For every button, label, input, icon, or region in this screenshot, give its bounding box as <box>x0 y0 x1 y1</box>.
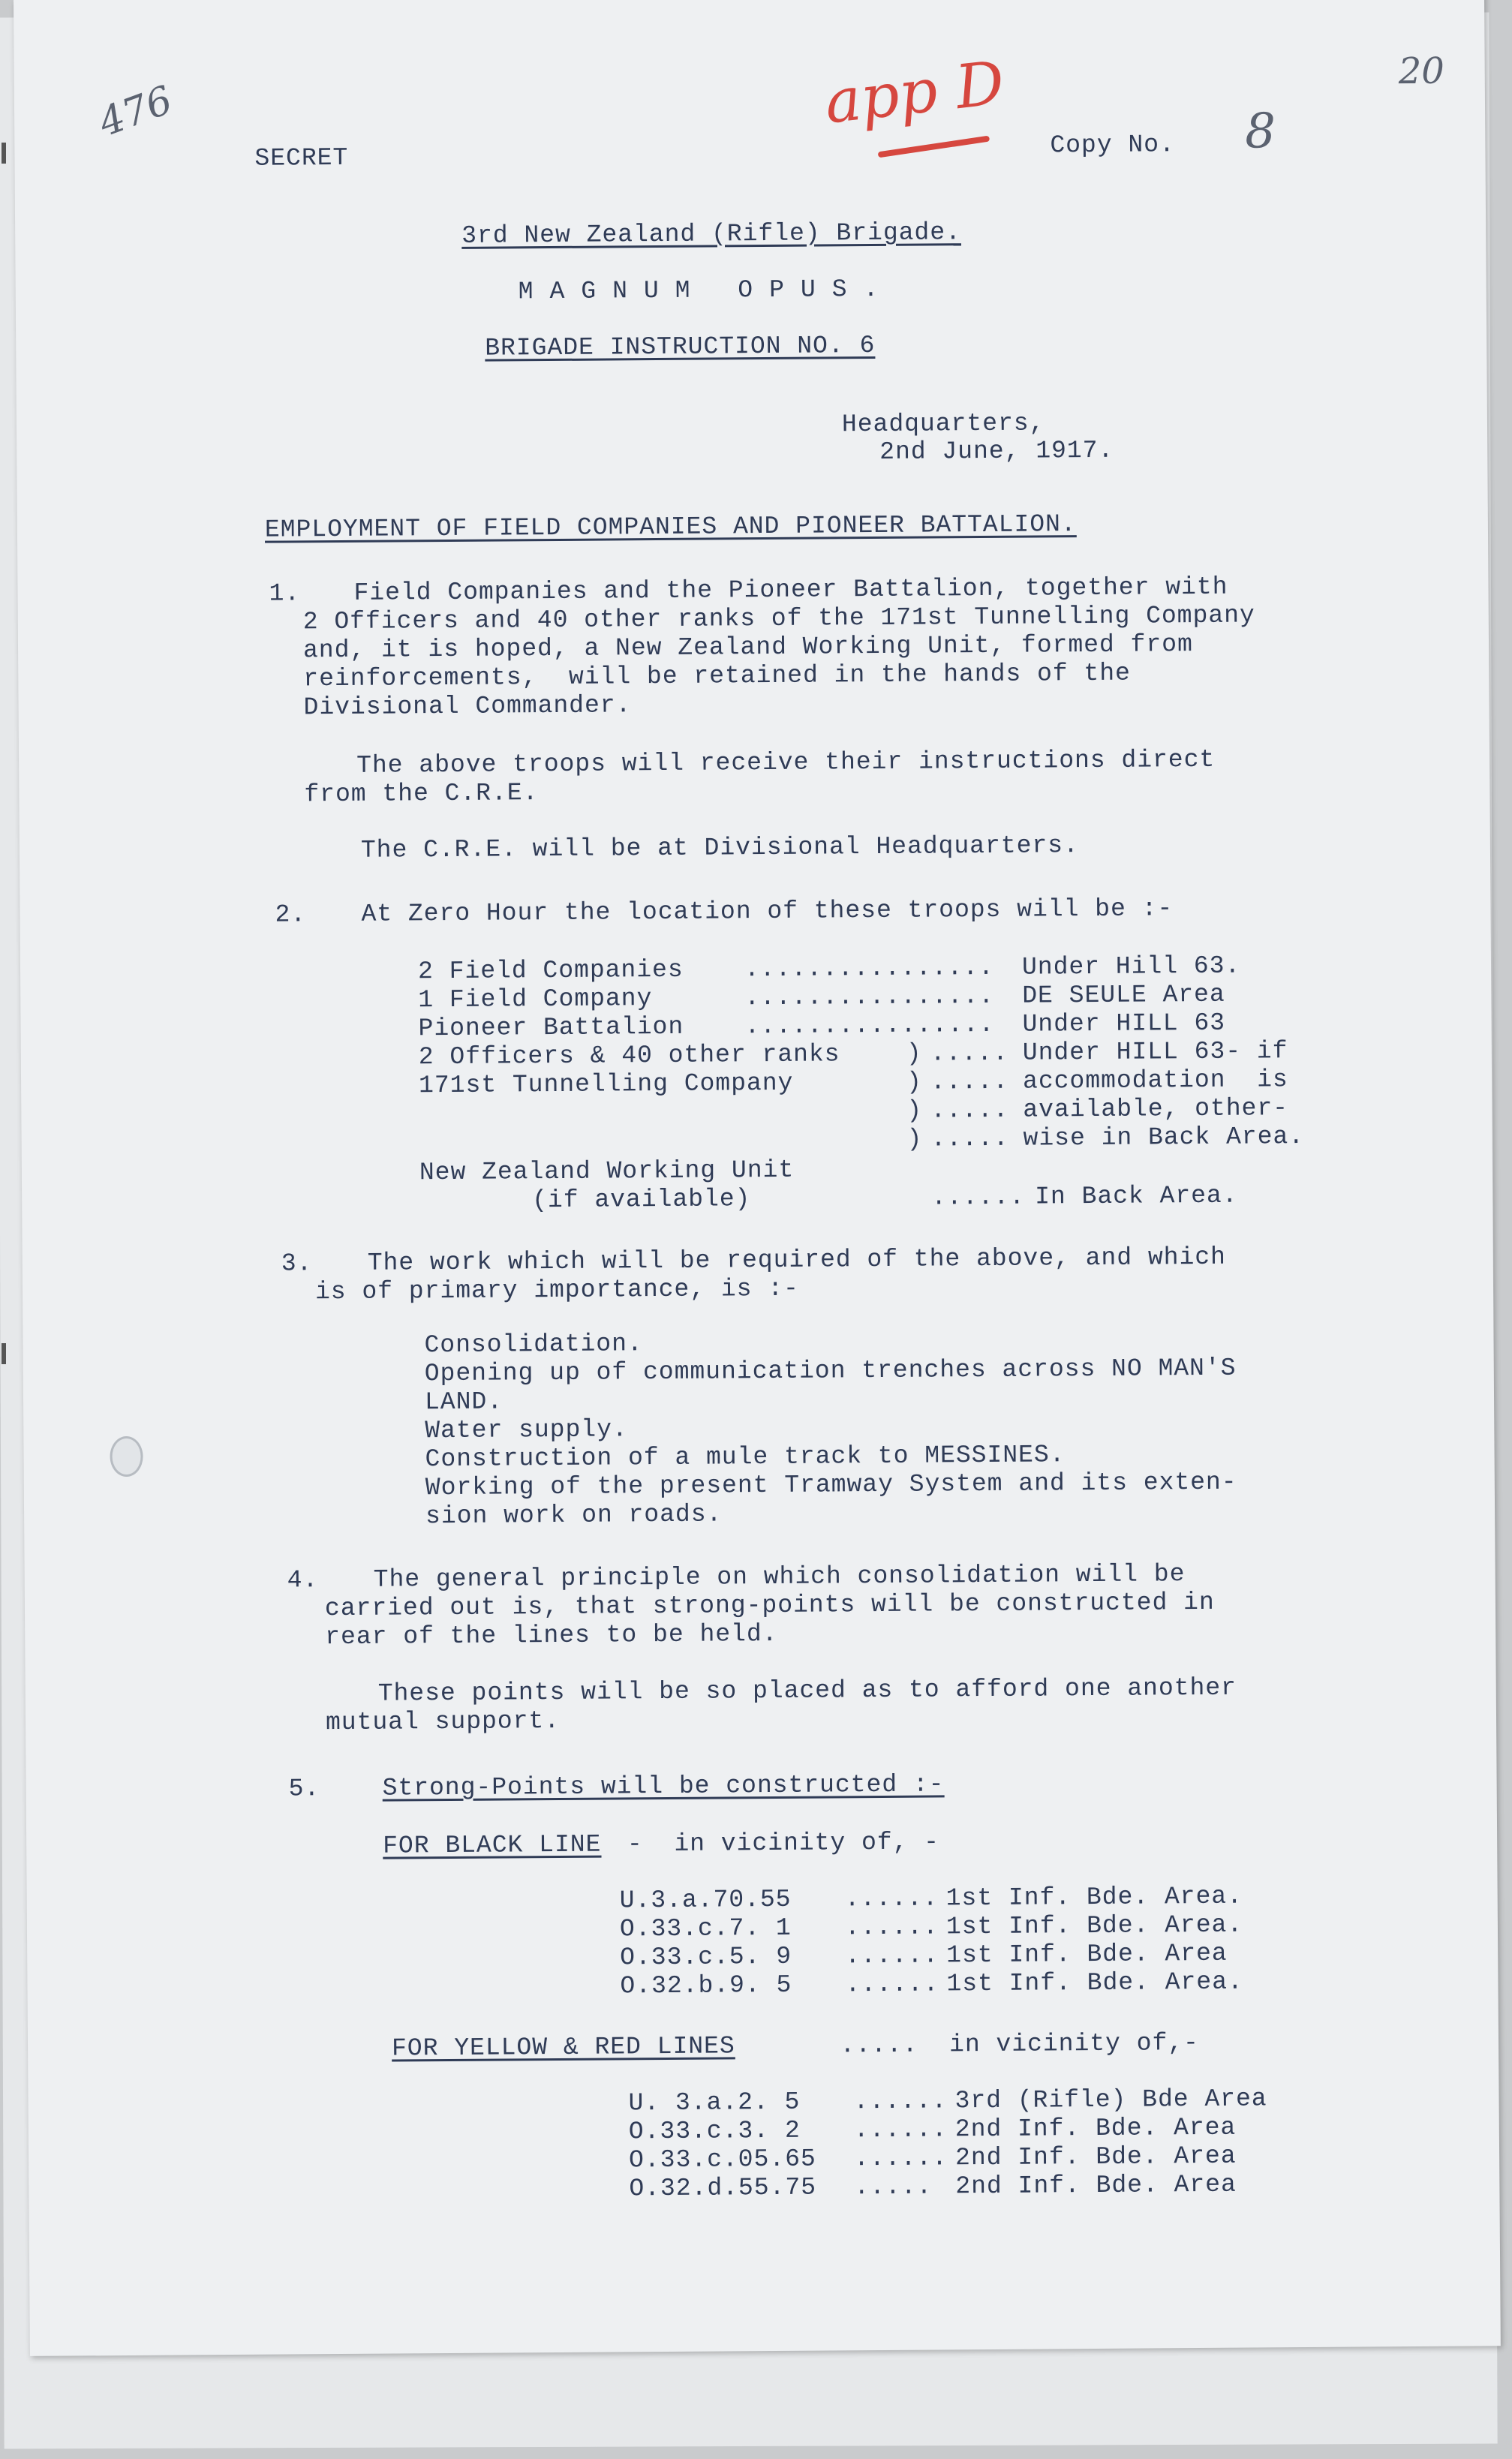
dot-leader: ...... <box>844 1884 939 1913</box>
brigade-area: 1st Inf. Bde. Area. <box>945 1882 1243 1913</box>
map-reference: O.33.c.7. 1 <box>619 1913 792 1943</box>
dot-leader: ...... <box>845 1941 939 1971</box>
map-reference: U.3.a.70.55 <box>619 1885 792 1915</box>
para-4-line: rear of the lines to be held. <box>325 1619 778 1652</box>
dot-leader: ................ <box>744 953 995 984</box>
unit-location: wise in Back Area. <box>1023 1123 1305 1153</box>
dot-leader: ................ <box>744 981 995 1012</box>
dot-leader: ...... <box>844 1913 939 1942</box>
para-3-number: 3. <box>281 1249 313 1278</box>
para-5-intro: Strong-Points will be constructed :- <box>382 1770 945 1802</box>
unit-name: 171st Tunnelling Company <box>418 1069 794 1100</box>
unit-name: Pioneer Battalion <box>418 1012 684 1043</box>
brigade-area: 2nd Inf. Bde. Area <box>955 2170 1237 2201</box>
bracket: ) <box>906 1068 923 1096</box>
map-reference: O.32.b.9. 5 <box>620 1971 792 2001</box>
unit-note: (if available) <box>532 1185 751 1215</box>
binder-tab <box>2 1343 6 1364</box>
para-2-intro: At Zero Hour the location of these troops will be :- <box>361 894 1174 928</box>
dot-leader: ...... <box>853 2144 948 2173</box>
para-2-number: 2. <box>275 900 307 929</box>
map-reference: O.33.c.05.65 <box>628 2145 816 2175</box>
dot-leader: ...... <box>845 1970 939 1999</box>
para-4-number: 4. <box>287 1566 319 1595</box>
work-item: Opening up of communication trenches across NO MAN'S <box>424 1354 1237 1388</box>
hq-line-1: Headquarters, <box>841 409 1045 439</box>
para-1-number: 1. <box>269 579 301 608</box>
document-page <box>14 0 1501 2356</box>
work-item: sion work on roads. <box>425 1500 723 1531</box>
para-3-intro-line: is of primary importance, is :- <box>314 1274 800 1306</box>
brigade-area: 1st Inf. Bde. Area. <box>945 1910 1243 1941</box>
subject-heading: EMPLOYMENT OF FIELD COMPANIES AND PIONEER BATTALION. <box>264 510 1077 544</box>
para-3-intro-line: The work which will be required of the above, and which <box>367 1243 1227 1277</box>
para-1-line: 2 Officers and 40 other ranks of the 171st Tunnelling Company <box>302 601 1255 636</box>
work-item: Construction of a mule track to MESSINES. <box>425 1441 1066 1474</box>
unit-name: 1 Field Company <box>418 985 653 1015</box>
map-reference: O.33.c.5. 9 <box>620 1942 792 1972</box>
para-1-line: Field Companies and the Pioneer Battalion, together with <box>353 573 1228 607</box>
brigade-area: 1st Inf. Bde. Area. <box>946 1968 1243 1998</box>
brigade-title: 3rd New Zealand (Rifle) Brigade. <box>461 218 962 250</box>
unit-location: Under HILL 63- if <box>1022 1037 1288 1067</box>
map-reference: O.33.c.3. 2 <box>628 2116 801 2146</box>
binder-tab <box>2 143 6 164</box>
para-4-sub-line: mutual support. <box>325 1706 561 1737</box>
para-1-cre-location: The C.R.E. will be at Divisional Headquarters. <box>360 831 1079 864</box>
bracket: ) <box>906 1096 923 1125</box>
para-4-sub-line: These points will be so placed as to afford one another <box>377 1673 1237 1708</box>
appendix-mark: app D <box>821 47 1009 137</box>
instruction-title: BRIGADE INSTRUCTION NO. 6 <box>485 331 876 362</box>
map-reference: U. 3.a.2. 5 <box>628 2088 801 2118</box>
unit-location: Under HILL 63 <box>1022 1009 1226 1039</box>
dot-leader: ...... <box>853 2115 948 2145</box>
para-1-line: Divisional Commander. <box>303 691 632 722</box>
bracket: ) <box>906 1039 922 1068</box>
dot-leader: ..... <box>930 1039 1009 1068</box>
punch-hole <box>110 1436 143 1477</box>
dot-leader: ..... <box>930 1096 1009 1125</box>
unit-location: accommodation is <box>1022 1066 1288 1096</box>
unit-name: 2 Officers & 40 other ranks <box>418 1040 840 1072</box>
dot-leader: ...... <box>853 2087 948 2116</box>
dot-leader: ................ <box>744 1010 995 1041</box>
copy-number: 8 <box>1245 104 1276 160</box>
unit-name: 2 Field Companies <box>417 955 684 986</box>
dot-leader: ..... <box>930 1124 1009 1153</box>
hq-date: 2nd June, 1917. <box>879 436 1114 466</box>
para-1-line: and, it is hoped, a New Zealand Working Unit, formed from <box>302 630 1193 665</box>
dot-leader: ...... <box>931 1183 1026 1212</box>
para-1-sub-line: The above troops will receive their instructions direct <box>356 745 1216 780</box>
para-1-sub-line: from the C.R.E. <box>304 779 539 809</box>
work-item: Water supply. <box>425 1415 628 1445</box>
bracket: ) <box>906 1125 923 1153</box>
unit-location: In Back Area. <box>1035 1181 1238 1211</box>
folio-number-left: 476 <box>92 77 179 146</box>
para-4-line: carried out is, that strong-points will be constructed in <box>324 1588 1215 1623</box>
operation-name: MAGNUM OPUS. <box>518 275 895 306</box>
para-1-line: reinforcements, will be retained in the hands of the <box>303 659 1132 693</box>
work-item: Consolidation. <box>424 1330 643 1360</box>
dot-leader: ..... <box>854 2172 933 2202</box>
brigade-area: 2nd Inf. Bde. Area <box>954 2113 1237 2144</box>
brigade-area: 3rd (Rifle) Bde Area <box>954 2085 1267 2115</box>
para-5-number: 5. <box>288 1775 320 1803</box>
unit-location: DE SEULE Area <box>1022 980 1225 1010</box>
work-item: LAND. <box>424 1387 503 1417</box>
unit-location: available, other- <box>1023 1094 1289 1124</box>
classification: SECRET <box>254 143 349 173</box>
work-item: Working of the present Tramway System and its exten- <box>425 1468 1237 1502</box>
red-underline-mark <box>878 136 990 158</box>
para-4-line: The general principle on which consolidation will be <box>373 1560 1186 1594</box>
map-reference: O.32.d.55.75 <box>629 2173 817 2203</box>
brigade-area: 2nd Inf. Bde. Area <box>954 2142 1237 2172</box>
unit-location: Under Hill 63. <box>1021 951 1241 981</box>
black-line-suffix: - in vicinity of, - <box>612 1828 940 1859</box>
folio-number-right: 20 <box>1398 50 1444 93</box>
black-line-heading: FOR BLACK LINE <box>383 1830 602 1860</box>
yellow-red-suffix: ..... in vicinity of,- <box>792 2029 1200 2060</box>
copy-label: Copy No. <box>1050 131 1175 160</box>
yellow-red-heading: FOR YELLOW & RED LINES <box>391 2032 735 2063</box>
dot-leader: ..... <box>930 1067 1009 1096</box>
unit-name: New Zealand Working Unit <box>419 1156 795 1187</box>
brigade-area: 1st Inf. Bde. Area <box>946 1939 1228 1970</box>
